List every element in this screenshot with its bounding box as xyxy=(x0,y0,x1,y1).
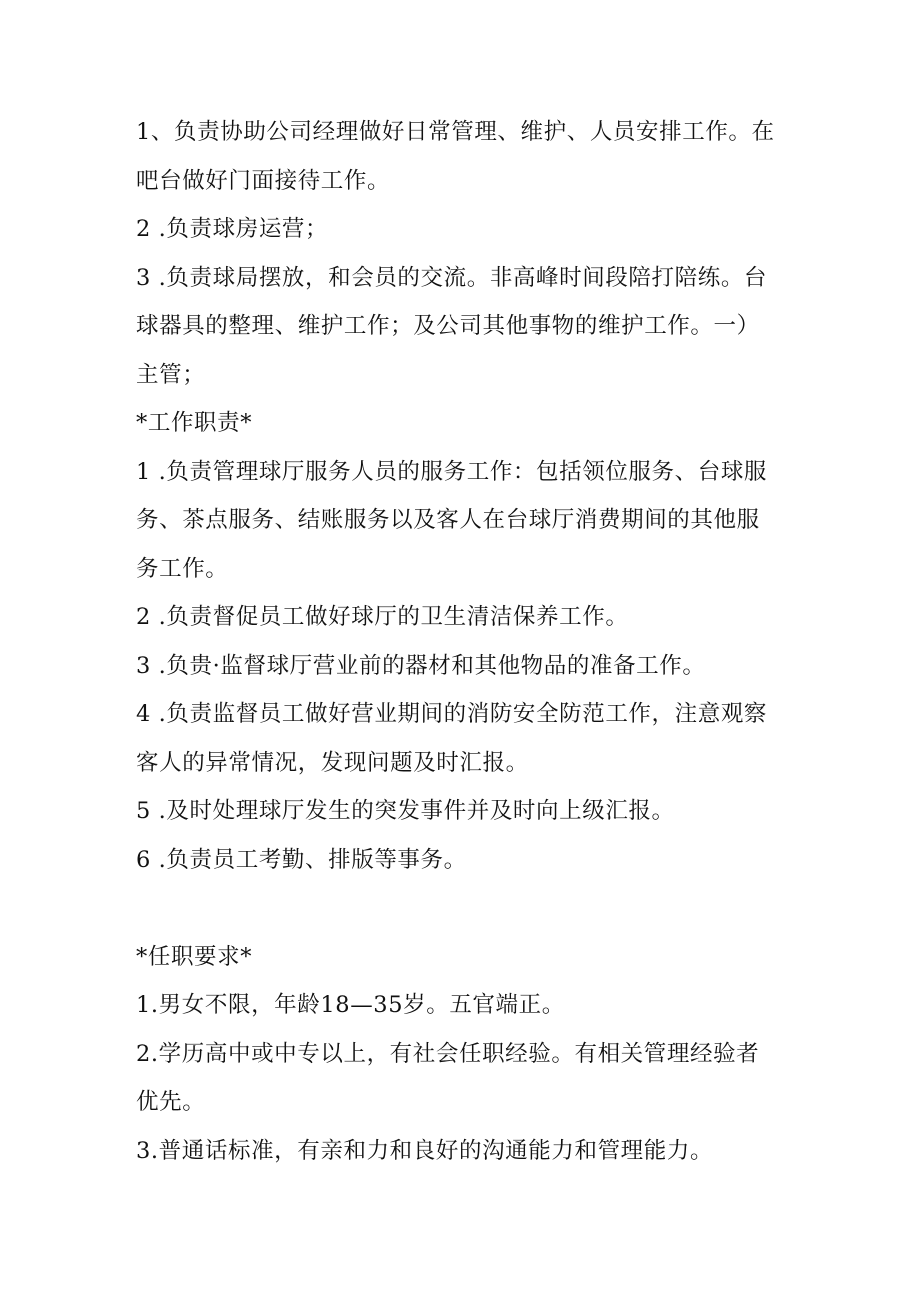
paragraph-line: 1.男女不限，年龄18—35岁。五官端正。 xyxy=(136,992,565,1018)
paragraph-line: 2 .负责督促员工做好球厅的卫生清洁保养工作。 xyxy=(136,604,629,630)
paragraph-line: 主管； xyxy=(136,361,206,388)
paragraph-line: 客人的异常情况，发现问题及时汇报。 xyxy=(136,749,529,776)
document-body xyxy=(136,108,786,1175)
list-item xyxy=(136,836,786,885)
paragraph-line: 4 .负责监督员工做好营业期间的消防安全防范工作，注意观察 xyxy=(136,701,768,727)
list-item xyxy=(136,448,786,594)
paragraph-line: 1、负责协助公司经理做好日常管理、维护、人员安排工作。在 xyxy=(136,119,775,145)
paragraph-line: 务工作。 xyxy=(136,555,229,582)
paragraph-line: 6 .负责员工考勤、排版等事务。 xyxy=(136,846,467,873)
section-heading-duties: *工作职责* xyxy=(136,410,253,436)
paragraph-line: 3 .负责球局摆放，和会员的交流。非高峰时间段陪打陪练。台 xyxy=(136,264,768,291)
list-item xyxy=(136,690,786,787)
paragraph-line: 务、茶点服务、结账服务以及客人在台球厅消费期间的其他服 xyxy=(136,507,760,533)
list-item xyxy=(136,981,786,1030)
list-item xyxy=(136,108,786,205)
list-item xyxy=(136,205,786,254)
list-item xyxy=(136,593,786,642)
list-item xyxy=(136,787,786,836)
list-item xyxy=(136,254,786,400)
paragraph-line: 吧台做好门面接待工作。 xyxy=(136,167,391,194)
paragraph-line: 优先。 xyxy=(136,1089,206,1115)
blank-line xyxy=(136,884,786,933)
paragraph-line: 2 .负责球房运营； xyxy=(136,216,329,242)
list-item xyxy=(136,1030,786,1127)
paragraph-line: 1 .负责管理球厅服务人员的服务工作：包括领位服务、台球服 xyxy=(136,458,768,485)
paragraph-line: 2.学历高中或中专以上，有社会任职经验。有相关管理经验者 xyxy=(136,1040,760,1067)
section-heading-requirements: *任职要求* xyxy=(136,943,253,970)
list-item xyxy=(136,642,786,691)
paragraph-line: 3 .负贵·监督球厅营业前的器材和其他物品的准备工作。 xyxy=(136,652,706,679)
paragraph-line: 3.普通话标准，有亲和力和良好的沟通能力和管理能力。 xyxy=(136,1137,714,1164)
paragraph-line: 球器具的整理、维护工作；及公司其他事物的维护工作。一） xyxy=(136,313,760,339)
list-item xyxy=(136,1127,786,1176)
paragraph-line: 5 .及时处理球厅发生的突发事件并及时向上级汇报。 xyxy=(136,798,675,824)
